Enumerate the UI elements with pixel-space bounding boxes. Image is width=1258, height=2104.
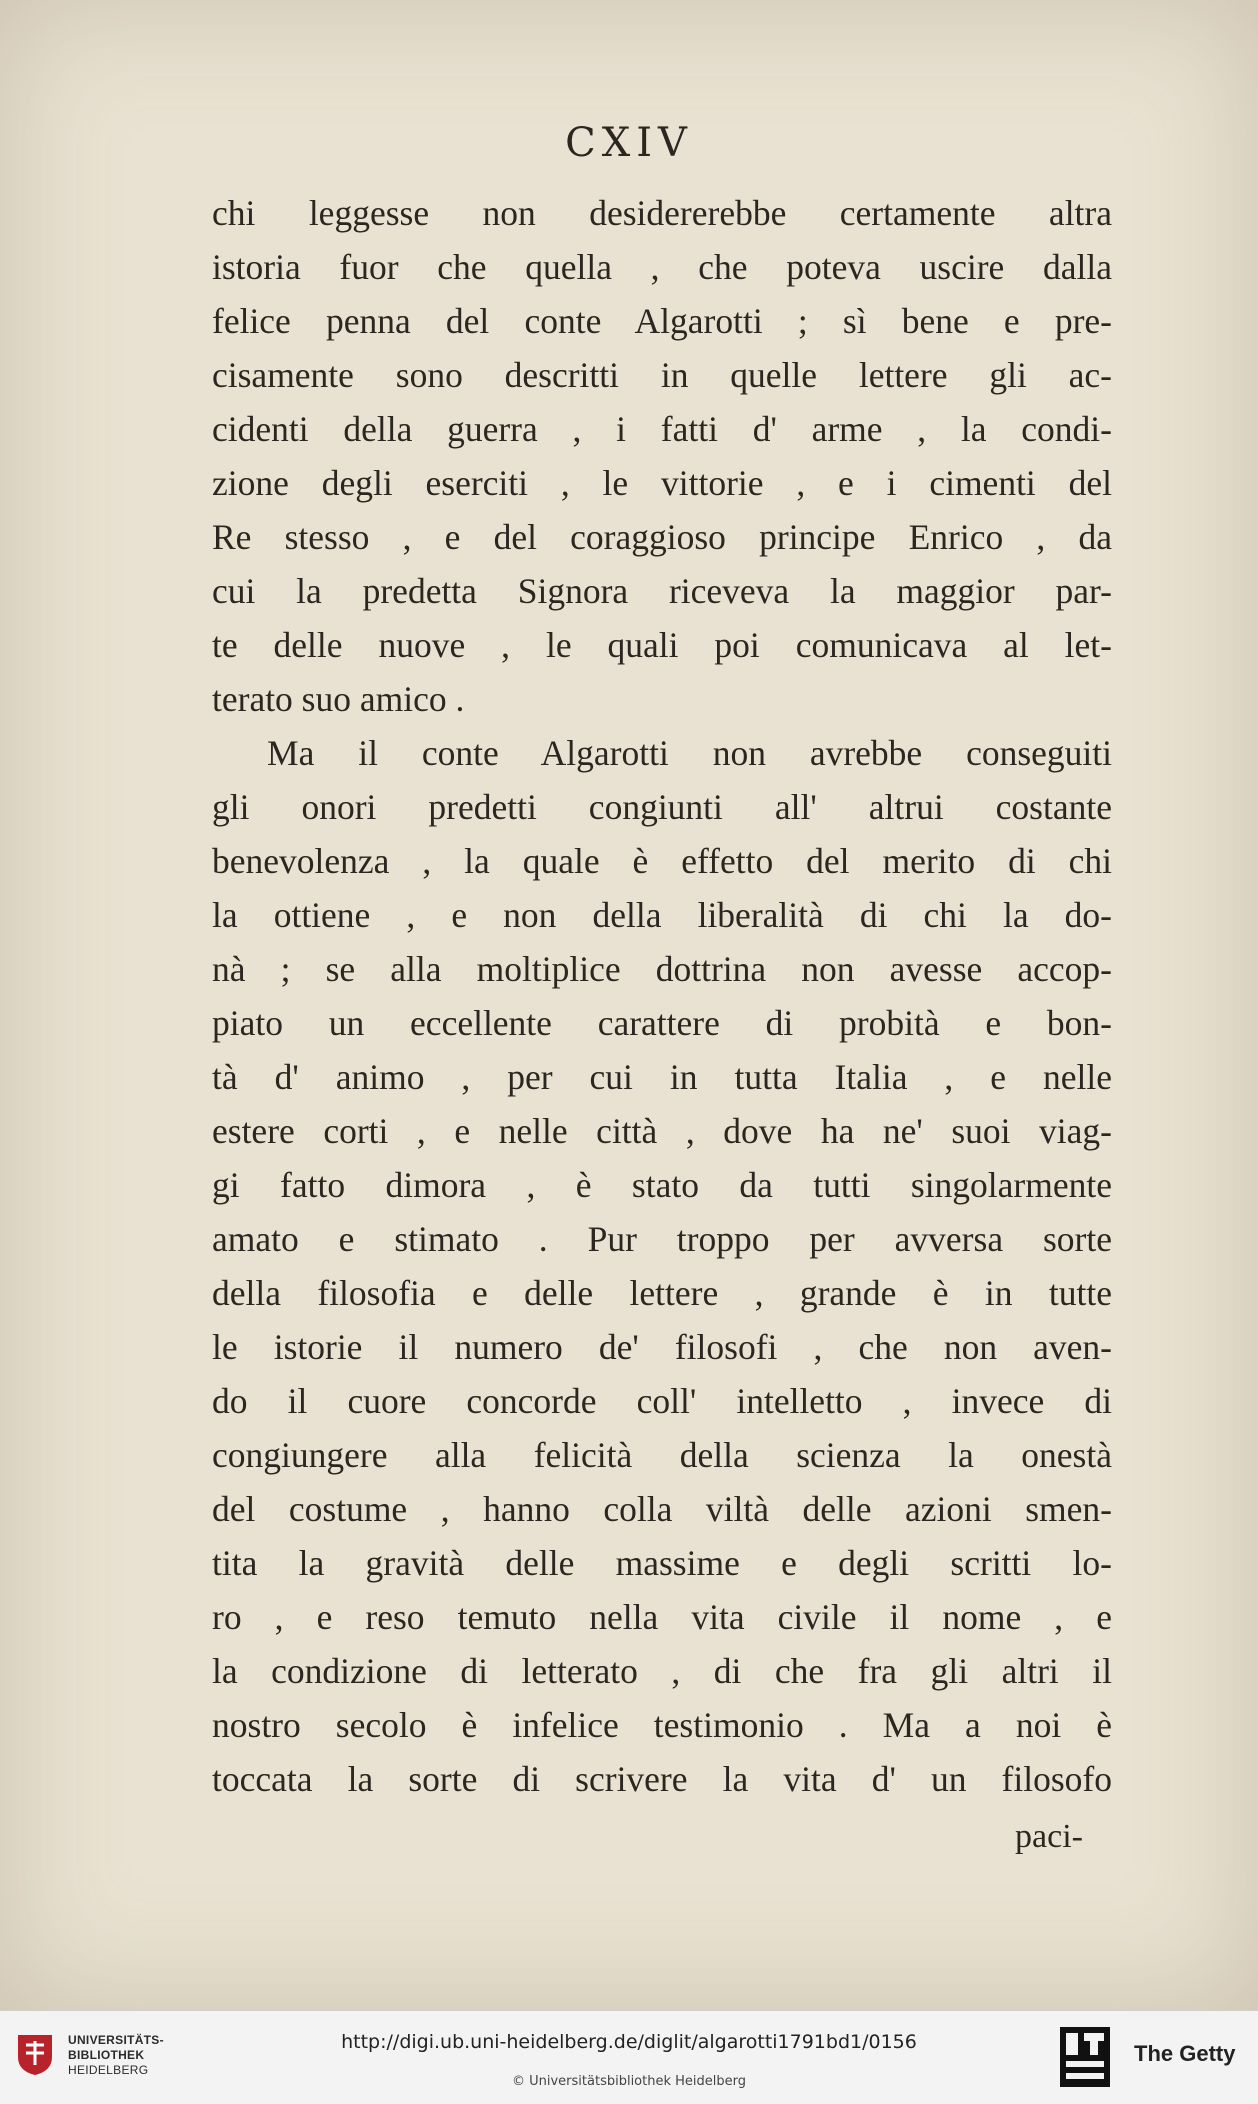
text-line: le istorie il numero de' filosofi , che non aven- bbox=[212, 1327, 1112, 1367]
text-line: amato e stimato . Pur troppo per avversa sorte bbox=[212, 1219, 1112, 1259]
copyright-notice: © Universitätsbibliothek Heidelberg bbox=[511, 2074, 746, 2089]
text-line: istoria fuor che quella , che poteva uscire dalla bbox=[212, 247, 1112, 287]
page-number: CXIV bbox=[565, 120, 693, 166]
text-line: cui la predetta Signora riceveva la maggior par- bbox=[212, 571, 1112, 611]
body-text bbox=[212, 186, 1112, 1806]
institution-line: HEIDELBERG bbox=[68, 2063, 149, 2077]
text-line: del costume , hanno colla viltà delle azioni smen- bbox=[212, 1489, 1112, 1529]
text-line: cisamente sono descritti in quelle lettere gli ac- bbox=[212, 355, 1112, 395]
text-line: ro , e reso temuto nella vita civile il nome , e bbox=[212, 1597, 1112, 1637]
catchword: paci- bbox=[1015, 1818, 1083, 1855]
getty-logo-icon bbox=[1058, 2025, 1112, 2089]
partner-name: The Getty bbox=[1134, 2041, 1236, 2066]
text-line: toccata la sorte di scrivere la vita d' un filosofo bbox=[212, 1759, 1112, 1799]
text-line: nà ; se alla moltiplice dottrina non avesse accop- bbox=[212, 949, 1112, 989]
text-line: Ma il conte Algarotti non avrebbe conseguiti bbox=[267, 733, 1112, 773]
text-line: do il cuore concorde coll' intelletto , invece di bbox=[212, 1381, 1112, 1421]
text-line: felice penna del conte Algarotti ; sì bene e pre- bbox=[212, 301, 1112, 341]
text-line: zione degli eserciti , le vittorie , e i cimenti del bbox=[212, 463, 1112, 503]
text-line: la condizione di letterato , di che fra gli altri il bbox=[212, 1651, 1112, 1691]
text-line: gi fatto dimora , è stato da tutti singolarmente bbox=[212, 1165, 1112, 1205]
text-line: cidenti della guerra , i fatti d' arme , la condi- bbox=[212, 409, 1112, 449]
text-line: della filosofia e delle lettere , grande è in tutte bbox=[212, 1273, 1112, 1313]
text-line: gli onori predetti congiunti all' altrui costante bbox=[212, 787, 1112, 827]
text-line: congiungere alla felicità della scienza la onestà bbox=[212, 1435, 1112, 1475]
text-line: terato suo amico . bbox=[212, 679, 465, 719]
text-line: la ottiene , e non della liberalità di chi la do- bbox=[212, 895, 1112, 935]
permalink[interactable]: http://digi.ub.uni-heidelberg.de/diglit/algarotti1791bd1/0156 bbox=[341, 2031, 917, 2053]
text-line: Re stesso , e del coraggioso principe Enrico , da bbox=[212, 517, 1112, 557]
text-line: estere corti , e nelle città , dove ha ne' suoi viag- bbox=[212, 1111, 1112, 1151]
text-line: nostro secolo è infelice testimonio . Ma a noi è bbox=[212, 1705, 1112, 1745]
text-line: piato un eccellente carattere di probità e bon- bbox=[212, 1003, 1112, 1043]
viewer-footer bbox=[0, 2010, 1258, 2104]
institution-line: UNIVERSITÄTS- bbox=[68, 2033, 164, 2047]
text-line: tà d' animo , per cui in tutta Italia , e nelle bbox=[212, 1057, 1112, 1097]
institution-line: BIBLIOTHEK bbox=[68, 2048, 145, 2062]
text-line: chi leggesse non desidererebbe certamente altra bbox=[212, 193, 1112, 233]
text-line: benevolenza , la quale è effetto del merito di chi bbox=[212, 841, 1112, 881]
text-line: tita la gravità delle massime e degli scritti lo- bbox=[212, 1543, 1112, 1583]
text-line: te delle nuove , le quali poi comunicava al let- bbox=[212, 625, 1112, 665]
